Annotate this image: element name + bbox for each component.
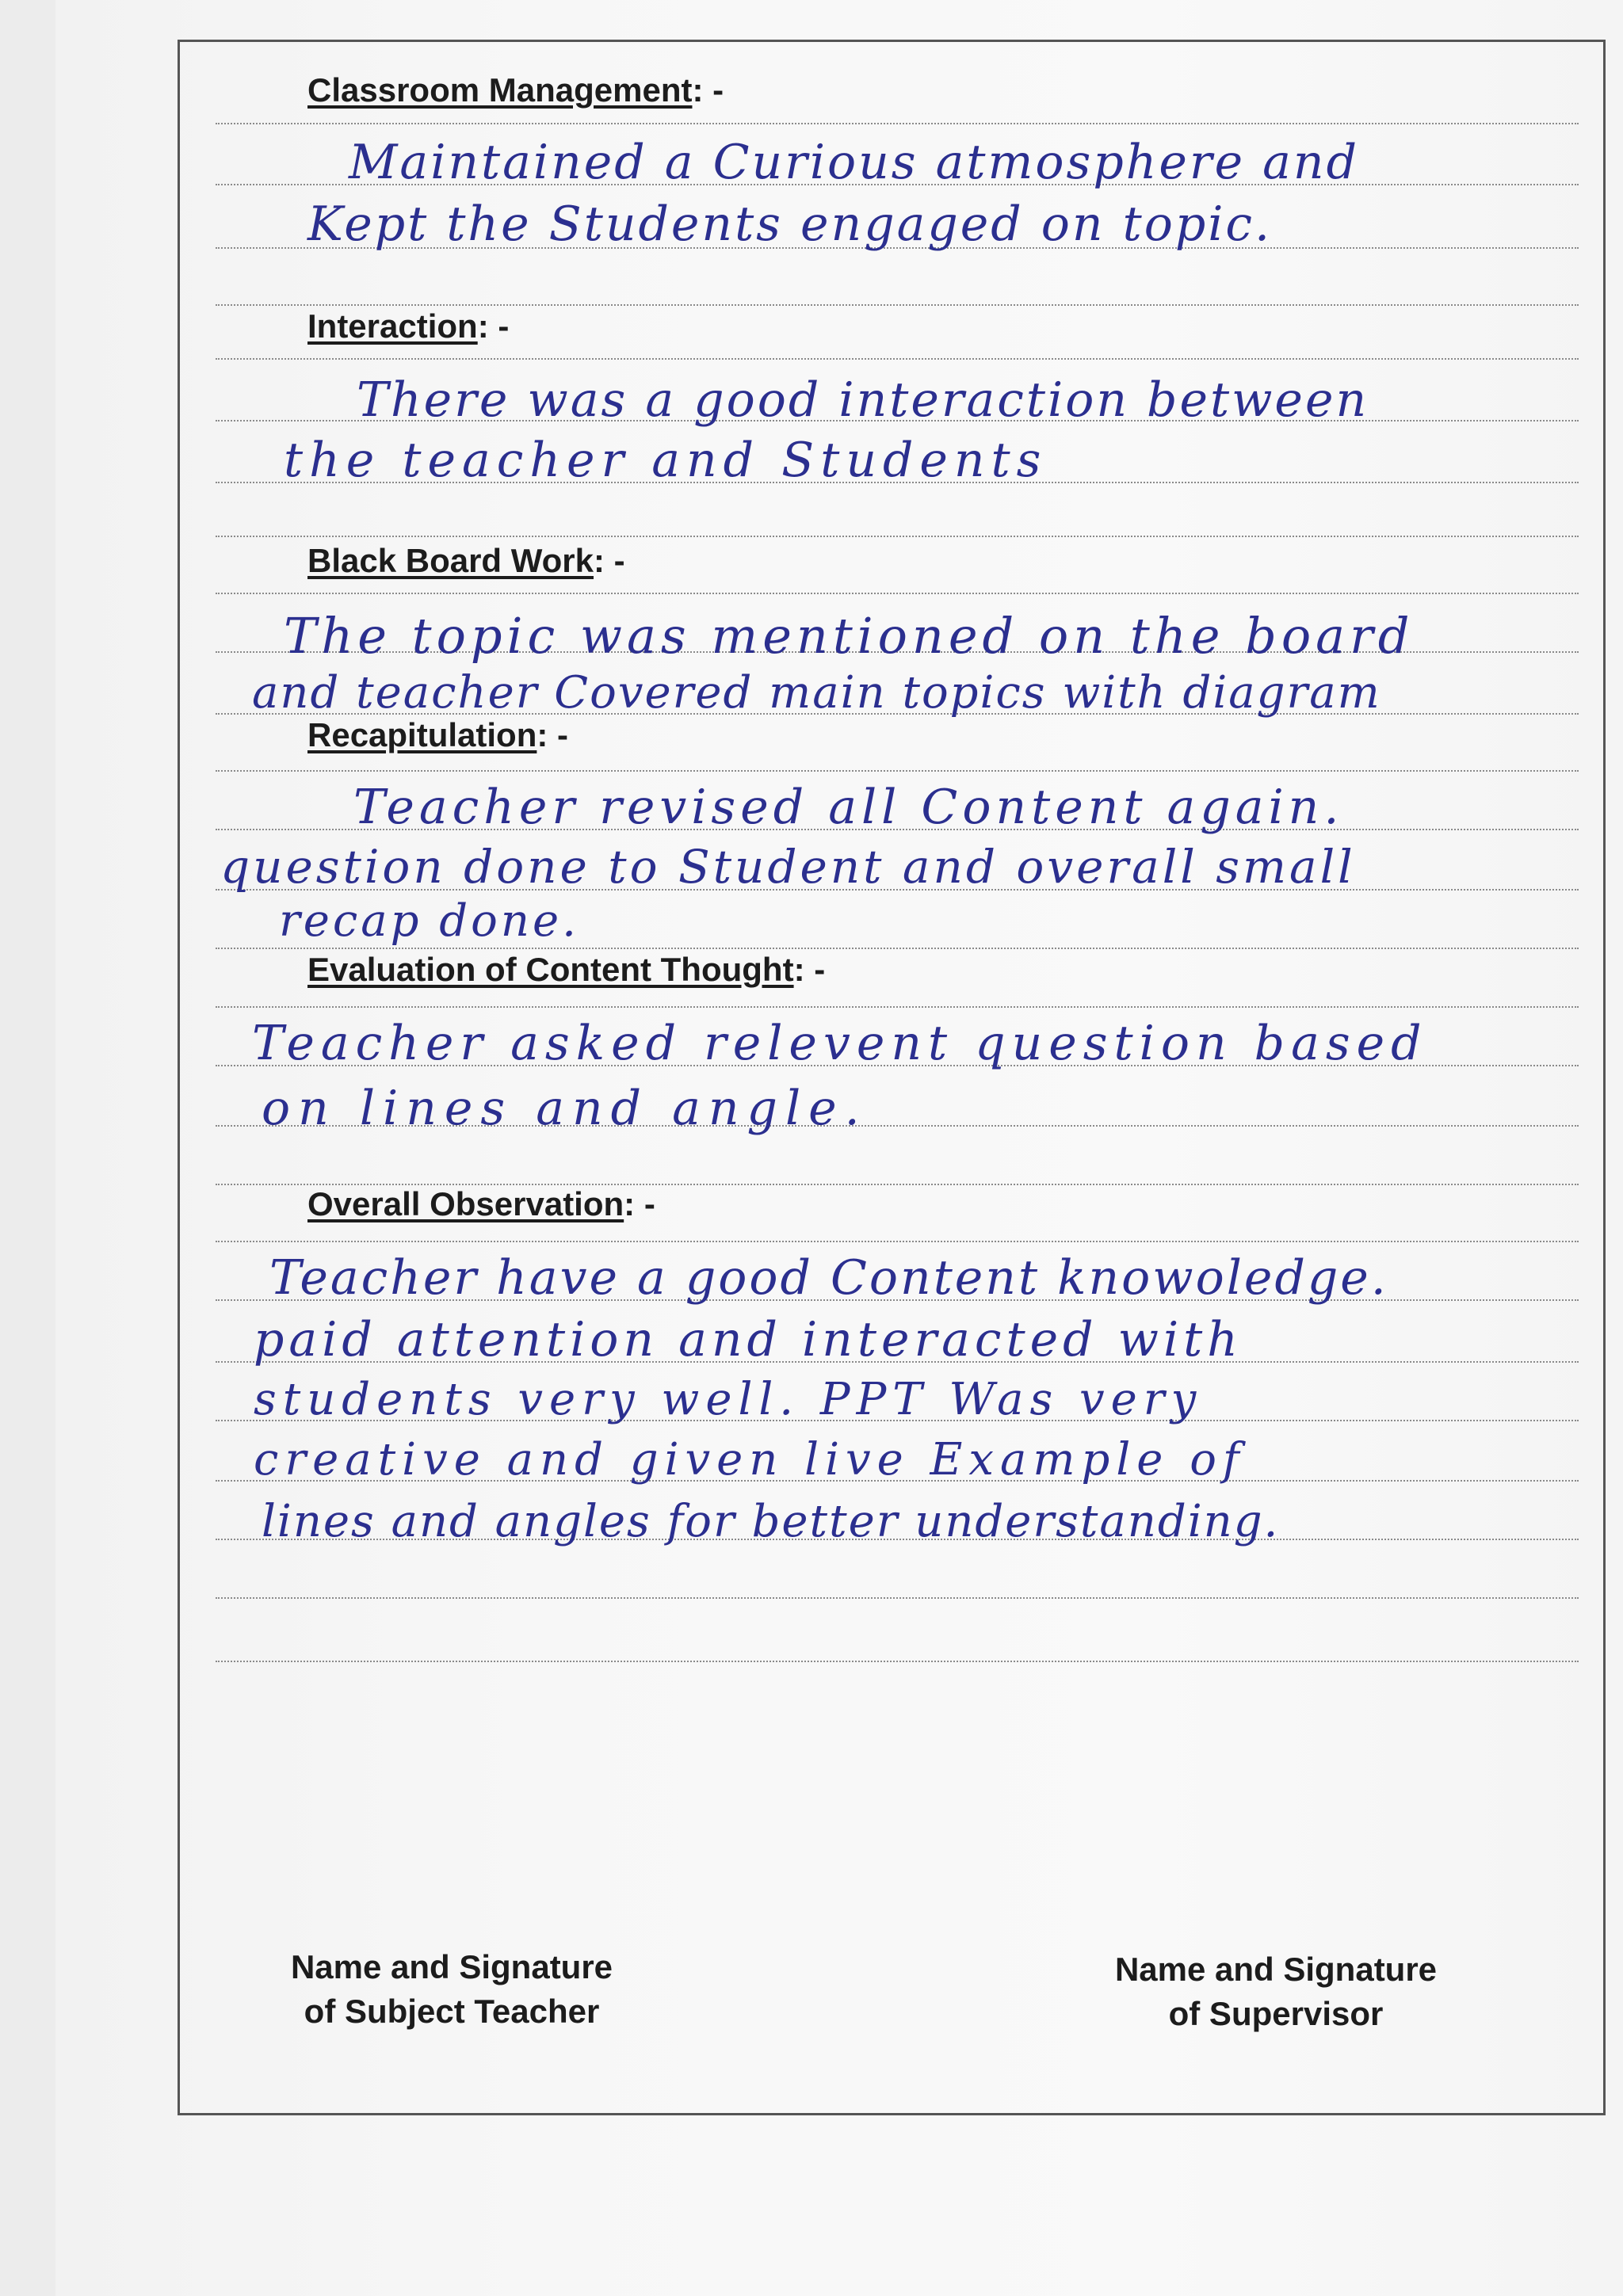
section-heading-interaction (307, 307, 509, 345)
signature-block-supervisor (1062, 1947, 1490, 2036)
heading-suffix: : - (594, 542, 625, 579)
heading-label: Evaluation of Content Thought (307, 951, 794, 988)
signature-label-line1: Name and Signature (1114, 1951, 1438, 1988)
ruled-line (216, 304, 1579, 306)
signature-label-line2: of Supervisor (1168, 1995, 1384, 2032)
handwritten-line: paid attention and interacted with (254, 1312, 1243, 1367)
ruled-line (216, 948, 1579, 949)
ruled-line (216, 770, 1579, 772)
handwritten-line: the teacher and Students (284, 433, 1048, 488)
heading-suffix: : - (793, 951, 826, 988)
heading-label: Black Board Work (307, 542, 594, 579)
heading-label: Classroom Management (307, 71, 693, 109)
heading-label: Overall Observation (307, 1185, 624, 1222)
ruled-line (216, 1006, 1579, 1008)
ruled-line (216, 593, 1579, 594)
handwritten-line: The topic was mentioned on the board (284, 607, 1415, 665)
section-heading-recapitulation (307, 716, 568, 754)
handwritten-line: Teacher have a good Content knowoledge. (269, 1250, 1388, 1306)
handwritten-line: on lines and angle. (262, 1081, 868, 1136)
section-heading-black-board-work (307, 542, 625, 580)
ruled-line (216, 1241, 1579, 1242)
handwritten-line: question done to Student and overall small (220, 840, 1356, 894)
handwritten-line: There was a good interaction between (357, 372, 1369, 428)
handwritten-line: Kept the Students engaged on topic. (307, 196, 1273, 252)
handwritten-line: students very well. PPT Was very (254, 1374, 1203, 1425)
section-heading-overall-observation (307, 1185, 655, 1223)
heading-label: Recapitulation (307, 716, 537, 753)
section-heading-evaluation (307, 951, 825, 989)
handwritten-line: Maintained a Curious atmosphere and (349, 135, 1359, 190)
signature-label-line1: Name and Signature (290, 1948, 613, 1985)
ruled-line (216, 358, 1579, 360)
ruled-line (216, 1661, 1579, 1662)
heading-suffix: : - (624, 1185, 655, 1222)
signature-block-subject-teacher (238, 1945, 666, 2034)
ruled-line (216, 536, 1579, 537)
handwritten-line: Teacher revised all Content again. (353, 780, 1344, 835)
form-border (178, 40, 1606, 2115)
handwritten-line: recap done. (279, 895, 579, 947)
heading-suffix: : - (477, 307, 510, 345)
handwritten-line: creative and given live Example of (254, 1434, 1246, 1486)
heading-suffix: : - (692, 71, 724, 109)
section-heading-classroom-management (307, 71, 724, 109)
handwritten-line: and teacher Covered main topics with diagram (252, 667, 1381, 719)
heading-label: Interaction (307, 307, 478, 345)
heading-suffix: : - (537, 716, 569, 753)
ruled-line (216, 1597, 1579, 1599)
handwritten-line: Teacher asked relevent question based (252, 1016, 1428, 1071)
handwritten-line: lines and angles for better understanding. (262, 1496, 1280, 1547)
ruled-line (216, 123, 1579, 124)
signature-label-line2: of Subject Teacher (304, 1993, 600, 2030)
